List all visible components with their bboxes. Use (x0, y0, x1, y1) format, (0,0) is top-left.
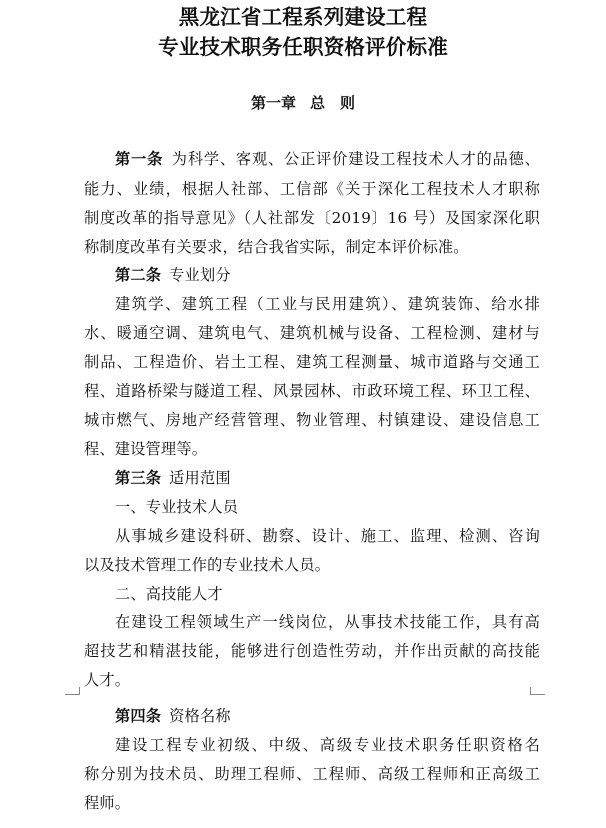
article-1-text-1: 为科学、客观、公正评价建设工程技术人才的品德、 (171, 150, 540, 168)
article-2-line-4: 程、道路桥梁与隧道工程、风景园林、市政环境工程、环卫工程、 (84, 382, 540, 400)
chapter-name: 总 则 (310, 94, 356, 112)
article-3-title: 适用范围 (169, 469, 231, 487)
document-title-line-1: 黑龙江省工程系列建设工程 (178, 5, 428, 29)
article-1-line-3: 制度改革的指导意见》（人社部发〔2019〕16 号）及国家深化职 (84, 209, 540, 227)
article-1-label: 第一条 (115, 150, 164, 168)
article-2-title: 专业划分 (169, 266, 231, 284)
chapter-heading (0, 92, 606, 113)
article-2-line-2: 水、暖通空调、建筑电气、建筑机械与设备、工程检测、建材与 (84, 324, 540, 342)
article-2-line-6: 程、建设管理等。 (84, 440, 208, 458)
article-3-subheading-1: 一、专业技术人员 (115, 498, 239, 516)
article-3-sub2-line-2: 超技艺和精湛技能，能够进行创造性劳动，并作出贡献的高技能 (84, 642, 540, 660)
page-corner-mark-left (65, 687, 80, 695)
chapter-number: 第一章 (250, 94, 296, 112)
article-2-line-3: 制品、工程造价、岩土工程、建筑工程测量、城市道路与交通工 (84, 353, 540, 371)
article-3-subheading-2: 二、高技能人才 (115, 585, 223, 603)
article-4-line-2: 称分别为技术员、助理工程师、工程师、高级工程师和正高级工 (84, 765, 540, 783)
article-3-label: 第三条 (115, 469, 162, 487)
article-4-title: 资格名称 (169, 707, 231, 725)
article-4-line-1: 建设工程专业初级、中级、高级专业技术职务任职资格名 (115, 736, 540, 754)
article-1-line-4: 称制度改革有关要求，结合我省实际，制定本评价标准。 (84, 238, 469, 256)
article-4-line-3: 程师。 (84, 794, 131, 812)
page-corner-mark-right (530, 687, 545, 695)
article-2-line-1: 建筑学、建筑工程（工业与民用建筑）、建筑装饰、给水排 (115, 295, 540, 313)
article-4-label: 第四条 (115, 707, 162, 725)
article-3-sub1-line-2: 以及技术管理工作的专业技术人员。 (84, 556, 331, 574)
article-2-line-5: 城市燃气、房地产经营管理、物业管理、村镇建设、建设信息工 (84, 411, 540, 429)
article-4-heading (115, 706, 540, 726)
article-2-label: 第二条 (115, 266, 162, 284)
article-3-heading (115, 468, 540, 488)
document-title-line-2: 专业技术职务任职资格评价标准 (158, 35, 448, 59)
article-3-sub2-line-1: 在建设工程领域生产一线岗位，从事技术技能工作，具有高 (115, 613, 540, 631)
article-3-sub1-line-1: 从事城乡建设科研、勘察、设计、施工、监理、检测、咨询 (115, 527, 540, 545)
article-3-sub2-line-3: 人才。 (84, 671, 131, 689)
article-1-line-2: 能力、业绩，根据人社部、工信部《关于深化工程技术人才职称 (84, 180, 540, 198)
article-1-line-1 (115, 149, 540, 169)
article-2-heading (115, 265, 540, 285)
